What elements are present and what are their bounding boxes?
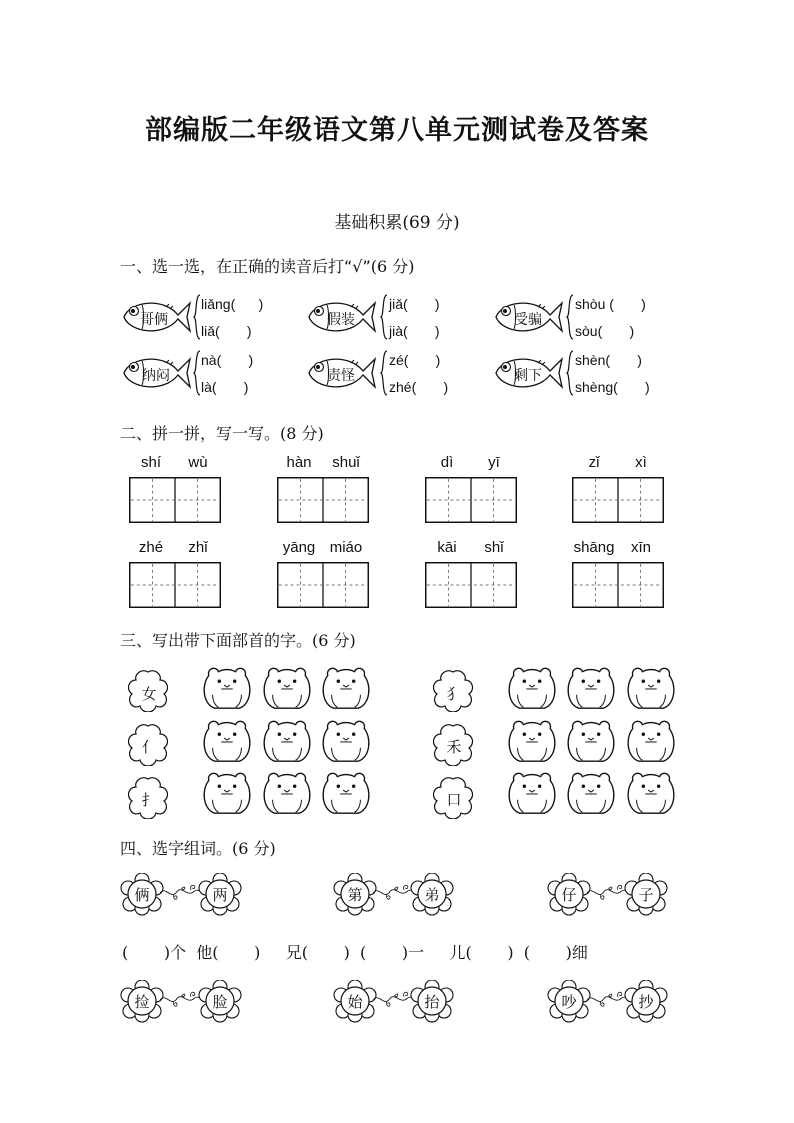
hamster-answer-box[interactable] [203,665,251,711]
fish-item-1 [120,297,192,341]
section1-points: (6 分) [370,257,415,276]
section-subtitle: 基础积累(69 分) [334,213,460,233]
hamster-answer-box[interactable] [263,770,311,816]
section4-heading [120,836,276,859]
section2-heading [120,421,324,444]
section2-heading-text: 二、拼一拼，写一写。 [120,424,281,443]
fish-item-4 [120,353,192,397]
pinyin: miáo [329,539,363,556]
hamster-answer-box[interactable] [508,718,556,764]
option-4b[interactable]: là( ) [201,379,249,395]
fish-word: 假装 [327,312,355,328]
fish-item-5 [305,353,377,397]
choice-char: 两 [212,886,228,904]
fill-in-line[interactable]: ( )个 他( ) 兄( ) ( )一 儿( ) ( )细 [122,943,588,962]
pinyin: shí [140,454,161,471]
hamster-answer-box[interactable] [322,665,370,711]
pinyin: dì [440,454,454,471]
section4-heading-text: 四、选字组词。 [120,839,233,858]
fish-item-2 [305,297,377,341]
brace-icon [380,350,388,396]
fish-item-6 [492,353,564,397]
option-2b[interactable]: jià( ) [389,323,440,339]
section3-points: (6 分) [312,631,356,650]
option-5b[interactable]: zhé( ) [389,379,449,395]
fish-item-3 [492,297,564,341]
choice-char: 子 [638,886,654,904]
pinyin: zhé [138,539,164,556]
section2-points: (8 分) [280,424,324,443]
hamster-answer-box[interactable] [322,718,370,764]
hamster-answer-box[interactable] [627,718,675,764]
pinyin: yāng [282,539,316,556]
hamster-answer-box[interactable] [567,665,615,711]
choice-char: 捡 [134,993,150,1011]
radical: 扌 [141,791,157,809]
brace-icon [566,294,574,340]
pinyin: yī [488,454,500,471]
hamster-answer-box[interactable] [508,770,556,816]
hamster-answer-box[interactable] [263,665,311,711]
writing-grid[interactable] [424,477,518,523]
choice-char: 第 [347,886,363,904]
check-mark: “√” [344,257,371,276]
hamster-answer-box[interactable] [567,718,615,764]
section1-heading-text: 一、选一选，在正确的读音后打 [120,257,345,276]
brace-icon [566,350,574,396]
fish-word: 哥俩 [140,312,168,328]
brace-icon [380,294,388,340]
section3-heading-text: 三、写出带下面部首的字。 [120,631,313,650]
fish-word: 纳闷 [142,368,170,384]
choice-char: 抬 [424,993,440,1011]
writing-grid[interactable] [128,562,222,608]
hamster-answer-box[interactable] [627,770,675,816]
brace-icon [193,294,201,340]
radical: 口 [446,791,462,809]
fish-word: 责怪 [327,368,355,384]
pinyin: wù [188,454,208,471]
pinyin: xì [635,454,647,471]
hamster-answer-box[interactable] [203,718,251,764]
section3-heading [120,628,356,651]
option-3a[interactable]: shòu ( ) [575,296,646,312]
pinyin: kāi [437,539,457,556]
option-2a[interactable]: jiǎ( ) [389,296,440,312]
option-4a[interactable]: nà( ) [201,352,254,368]
hamster-answer-box[interactable] [567,770,615,816]
pinyin: shuǐ [332,454,360,471]
choice-char: 抄 [638,993,654,1011]
writing-grid[interactable] [128,477,222,523]
pinyin: zhǐ [188,539,208,556]
pinyin: hàn [286,454,312,471]
writing-grid[interactable] [276,477,370,523]
writing-grid[interactable] [424,562,518,608]
pinyin: shāng [573,539,615,556]
choice-char: 始 [347,993,363,1011]
radical: 禾 [446,738,462,756]
writing-grid[interactable] [571,562,665,608]
pinyin: zǐ [588,454,600,471]
brace-icon [193,350,201,396]
fish-word: 受骗 [514,312,542,328]
section4-points: (6 分) [232,839,276,858]
option-1b[interactable]: liǎ( ) [201,323,252,339]
option-5a[interactable]: zé( ) [389,352,441,368]
section1-heading [120,254,415,277]
radical: 犭 [446,685,462,703]
writing-grid[interactable] [276,562,370,608]
option-6a[interactable]: shèn( ) [575,352,642,368]
choice-char: 俩 [134,886,150,904]
hamster-answer-box[interactable] [263,718,311,764]
option-3b[interactable]: sòu( ) [575,323,635,339]
option-6b[interactable]: shèng( ) [575,379,650,395]
pinyin: shǐ [484,539,504,556]
hamster-answer-box[interactable] [508,665,556,711]
choice-char: 脸 [212,993,228,1011]
hamster-answer-box[interactable] [203,770,251,816]
fish-word: 剩下 [514,368,542,384]
pinyin: xīn [630,539,651,556]
choice-char: 吵 [561,993,577,1011]
choice-char: 弟 [424,886,440,904]
radical: 女 [141,685,157,703]
page-title: 部编版二年级语文第八单元测试卷及答案 [145,115,649,146]
option-1a[interactable]: liǎng( ) [201,296,264,312]
writing-grid[interactable] [571,477,665,523]
choice-char: 仔 [561,886,577,904]
hamster-answer-box[interactable] [322,770,370,816]
radical: 亻 [141,738,157,756]
hamster-answer-box[interactable] [627,665,675,711]
